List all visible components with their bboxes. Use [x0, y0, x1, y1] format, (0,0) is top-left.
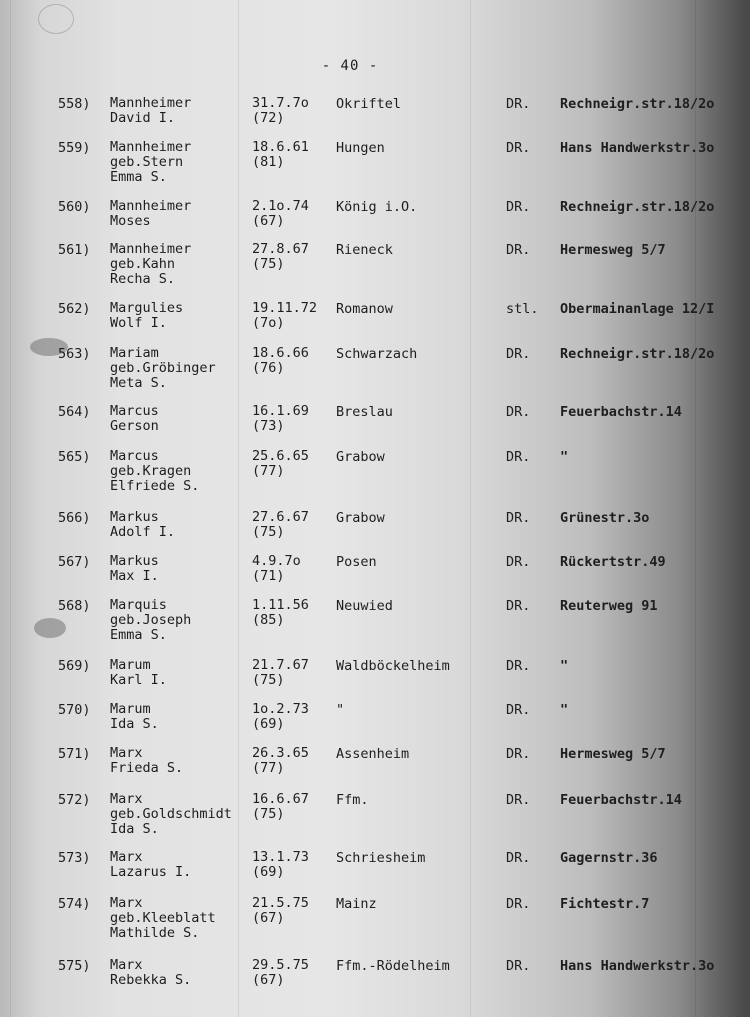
entry-name-line: Lazarus I.	[110, 864, 192, 880]
entry-birthplace: Romanow	[336, 301, 393, 317]
entry-birthplace: Hungen	[336, 140, 385, 156]
entry-name	[110, 140, 250, 185]
entry-birthdate	[252, 346, 336, 376]
entry-name-line: Marcus	[110, 448, 159, 464]
entry-number: 570)	[58, 702, 91, 718]
entry-address: Hermesweg 5/7	[560, 746, 666, 762]
entry-birthdate	[252, 140, 336, 170]
archive-stamp	[38, 4, 74, 34]
entry-date: 19.11.72	[252, 300, 318, 316]
entry-date: 2.1o.74	[252, 198, 309, 214]
entry-number: 575)	[58, 958, 91, 974]
entry-birthdate	[252, 242, 336, 272]
entry-birthdate	[252, 746, 336, 776]
entry-address: Feuerbachstr.14	[560, 792, 682, 808]
entry-age: (69)	[252, 864, 285, 880]
entry-name-line: geb.Gröbinger	[110, 360, 216, 376]
entry-name-line: Mannheimer	[110, 198, 192, 214]
entry-name	[110, 96, 250, 126]
entry-status: DR.	[506, 702, 531, 718]
entry-name	[110, 554, 250, 584]
entry-name	[110, 346, 250, 391]
entry-name-line: geb.Kahn	[110, 256, 176, 272]
entry-status: DR.	[506, 449, 531, 465]
entry-name	[110, 792, 250, 837]
entry-birthplace: Schwarzach	[336, 346, 418, 362]
entry-status: DR.	[506, 140, 531, 156]
entry-date: 27.6.67	[252, 509, 309, 525]
entry-name-line: Marum	[110, 657, 151, 673]
entry-date: 31.7.7o	[252, 95, 309, 111]
entry-name	[110, 510, 250, 540]
entry-date: 27.8.67	[252, 241, 309, 257]
entry-date: 4.9.7o	[252, 553, 301, 569]
entry-status: DR.	[506, 346, 531, 362]
entry-address: Hans Handwerkstr.3o	[560, 140, 715, 156]
entry-birthdate	[252, 958, 336, 988]
entry-date: 18.6.61	[252, 139, 309, 155]
entry-age: (73)	[252, 418, 285, 434]
entry-name	[110, 301, 250, 331]
entry-date: 21.5.75	[252, 895, 309, 911]
entry-name	[110, 199, 250, 229]
entry-birthplace: Grabow	[336, 510, 385, 526]
entry-name-line: Markus	[110, 553, 159, 569]
entry-name-line: geb.Kragen	[110, 463, 192, 479]
entry-name-line: geb.Joseph	[110, 612, 192, 628]
entry-number: 558)	[58, 96, 91, 112]
entry-date: 13.1.73	[252, 849, 309, 865]
entry-birthplace: Posen	[336, 554, 377, 570]
entry-status: DR.	[506, 554, 531, 570]
entry-date: 29.5.75	[252, 957, 309, 973]
entry-name-line: Marquis	[110, 597, 167, 613]
page-number: - 40 -	[321, 58, 379, 74]
entry-name	[110, 850, 250, 880]
entry-age: (75)	[252, 524, 285, 540]
entry-name-line: Marx	[110, 791, 143, 807]
entry-number: 574)	[58, 896, 91, 912]
entry-name	[110, 896, 250, 941]
entry-name-line: Marum	[110, 701, 151, 717]
entry-address: "	[560, 702, 569, 718]
entry-birthplace: Neuwied	[336, 598, 393, 614]
entry-birthdate	[252, 896, 336, 926]
entry-number: 573)	[58, 850, 91, 866]
entry-name	[110, 242, 250, 287]
entry-date: 16.1.69	[252, 403, 309, 419]
entry-birthdate	[252, 850, 336, 880]
entry-age: (71)	[252, 568, 285, 584]
entry-date: 25.6.65	[252, 448, 309, 464]
entry-name	[110, 598, 250, 643]
entry-birthplace: Rieneck	[336, 242, 393, 258]
entry-name-line: Moses	[110, 213, 151, 229]
entry-birthdate	[252, 404, 336, 434]
entry-birthdate	[252, 449, 336, 479]
entry-age: (72)	[252, 110, 285, 126]
entry-status: DR.	[506, 658, 531, 674]
entry-status: DR.	[506, 96, 531, 112]
entry-birthdate	[252, 199, 336, 229]
entry-name-line: Wolf I.	[110, 315, 167, 331]
entry-status: stl.	[506, 301, 539, 317]
entry-birthplace: Mainz	[336, 896, 377, 912]
entry-number: 562)	[58, 301, 91, 317]
entry-birthdate	[252, 658, 336, 688]
entry-birthplace: "	[336, 702, 345, 718]
entry-address: Grünestr.3o	[560, 510, 650, 526]
entry-status: DR.	[506, 746, 531, 762]
entry-birthplace: Ffm.-Rödelheim	[336, 958, 450, 974]
entry-name	[110, 958, 250, 988]
entry-name	[110, 658, 250, 688]
entry-date: 18.6.66	[252, 345, 309, 361]
entry-birthplace: Ffm.	[336, 792, 369, 808]
entry-name-line: geb.Goldschmidt	[110, 806, 232, 822]
entry-birthdate	[252, 96, 336, 126]
entry-name-line: Emma S.	[110, 627, 167, 643]
entry-birthdate	[252, 554, 336, 584]
entry-name-line: Emma S.	[110, 169, 167, 185]
entry-address: Gagernstr.36	[560, 850, 658, 866]
entry-name-line: Ida S.	[110, 716, 159, 732]
entry-age: (69)	[252, 716, 285, 732]
entry-number: 561)	[58, 242, 91, 258]
entry-name-line: Ida S.	[110, 821, 159, 837]
entry-date: 16.6.67	[252, 791, 309, 807]
entry-address: Feuerbachstr.14	[560, 404, 682, 420]
ink-smudge	[34, 618, 66, 638]
entry-name-line: Adolf I.	[110, 524, 176, 540]
entry-age: (77)	[252, 760, 285, 776]
entry-name-line: Markus	[110, 509, 159, 525]
entry-name-line: Mannheimer	[110, 95, 192, 111]
entry-name-line: Mariam	[110, 345, 159, 361]
entry-number: 563)	[58, 346, 91, 362]
entry-number: 571)	[58, 746, 91, 762]
entry-address: Fichtestr.7	[560, 896, 650, 912]
entry-name-line: David I.	[110, 110, 176, 126]
entry-birthplace: Assenheim	[336, 746, 410, 762]
entry-age: (76)	[252, 360, 285, 376]
entry-name-line: Marcus	[110, 403, 159, 419]
entry-number: 560)	[58, 199, 91, 215]
entry-name-line: Marx	[110, 895, 143, 911]
entry-address: Hans Handwerkstr.3o	[560, 958, 715, 974]
entry-age: (75)	[252, 672, 285, 688]
entry-birthplace: König i.O.	[336, 199, 418, 215]
entry-name-line: Elfriede S.	[110, 478, 200, 494]
entry-status: DR.	[506, 896, 531, 912]
entry-name-line: Mathilde S.	[110, 925, 200, 941]
entry-number: 568)	[58, 598, 91, 614]
entry-age: (77)	[252, 463, 285, 479]
entry-name	[110, 449, 250, 494]
entry-name-line: Frieda S.	[110, 760, 184, 776]
entry-address: Rückertstr.49	[560, 554, 666, 570]
entry-birthplace: Breslau	[336, 404, 393, 420]
entry-address: Rechneigr.str.18/2o	[560, 96, 715, 112]
entry-name-line: Margulies	[110, 300, 184, 316]
entry-address: "	[560, 449, 569, 465]
entry-birthplace: Schriesheim	[336, 850, 426, 866]
entry-name	[110, 746, 250, 776]
entry-number: 564)	[58, 404, 91, 420]
entry-name-line: Mannheimer	[110, 241, 192, 257]
entry-birthdate	[252, 598, 336, 628]
entry-address: Rechneigr.str.18/2o	[560, 346, 715, 362]
entry-address: "	[560, 658, 569, 674]
entry-name	[110, 702, 250, 732]
entry-status: DR.	[506, 792, 531, 808]
entry-name-line: Marx	[110, 849, 143, 865]
entry-date: 26.3.65	[252, 745, 309, 761]
entry-age: (67)	[252, 972, 285, 988]
entry-status: DR.	[506, 510, 531, 526]
entry-address: Reuterweg 91	[560, 598, 658, 614]
entry-date: 1.11.56	[252, 597, 309, 613]
entry-age: (75)	[252, 806, 285, 822]
entry-age: (67)	[252, 213, 285, 229]
entry-date: 1o.2.73	[252, 701, 309, 717]
entry-number: 567)	[58, 554, 91, 570]
entry-age: (85)	[252, 612, 285, 628]
entry-name-line: Max I.	[110, 568, 159, 584]
entry-status: DR.	[506, 598, 531, 614]
entry-birthdate	[252, 510, 336, 540]
entry-name-line: Recha S.	[110, 271, 176, 287]
entry-name-line: geb.Kleeblatt	[110, 910, 216, 926]
entry-name-line: Karl I.	[110, 672, 167, 688]
entry-number: 559)	[58, 140, 91, 156]
entry-date: 21.7.67	[252, 657, 309, 673]
entry-name-line: Rebekka S.	[110, 972, 192, 988]
entry-number: 565)	[58, 449, 91, 465]
entry-name-line: geb.Stern	[110, 154, 184, 170]
entry-status: DR.	[506, 850, 531, 866]
entry-address: Rechneigr.str.18/2o	[560, 199, 715, 215]
entry-name-line: Meta S.	[110, 375, 167, 391]
entry-address: Hermesweg 5/7	[560, 242, 666, 258]
entry-name-line: Marx	[110, 957, 143, 973]
entry-address: Obermainanlage 12/I	[560, 301, 715, 317]
entry-age: (75)	[252, 256, 285, 272]
entry-name-line: Mannheimer	[110, 139, 192, 155]
entry-name-line: Gerson	[110, 418, 159, 434]
entry-name	[110, 404, 250, 434]
entry-age: (7o)	[252, 315, 285, 331]
entry-number: 569)	[58, 658, 91, 674]
entry-age: (81)	[252, 154, 285, 170]
entry-birthplace: Waldböckelheim	[336, 658, 450, 674]
entry-birthdate	[252, 792, 336, 822]
entry-number: 572)	[58, 792, 91, 808]
entry-birthdate	[252, 702, 336, 732]
entry-status: DR.	[506, 404, 531, 420]
entry-number: 566)	[58, 510, 91, 526]
entry-status: DR.	[506, 958, 531, 974]
entry-name-line: Marx	[110, 745, 143, 761]
entry-age: (67)	[252, 910, 285, 926]
entry-birthplace: Okriftel	[336, 96, 402, 112]
entry-birthplace: Grabow	[336, 449, 385, 465]
scan-fold-line	[10, 0, 11, 1017]
entry-status: DR.	[506, 242, 531, 258]
entry-birthdate	[252, 301, 336, 331]
entry-status: DR.	[506, 199, 531, 215]
